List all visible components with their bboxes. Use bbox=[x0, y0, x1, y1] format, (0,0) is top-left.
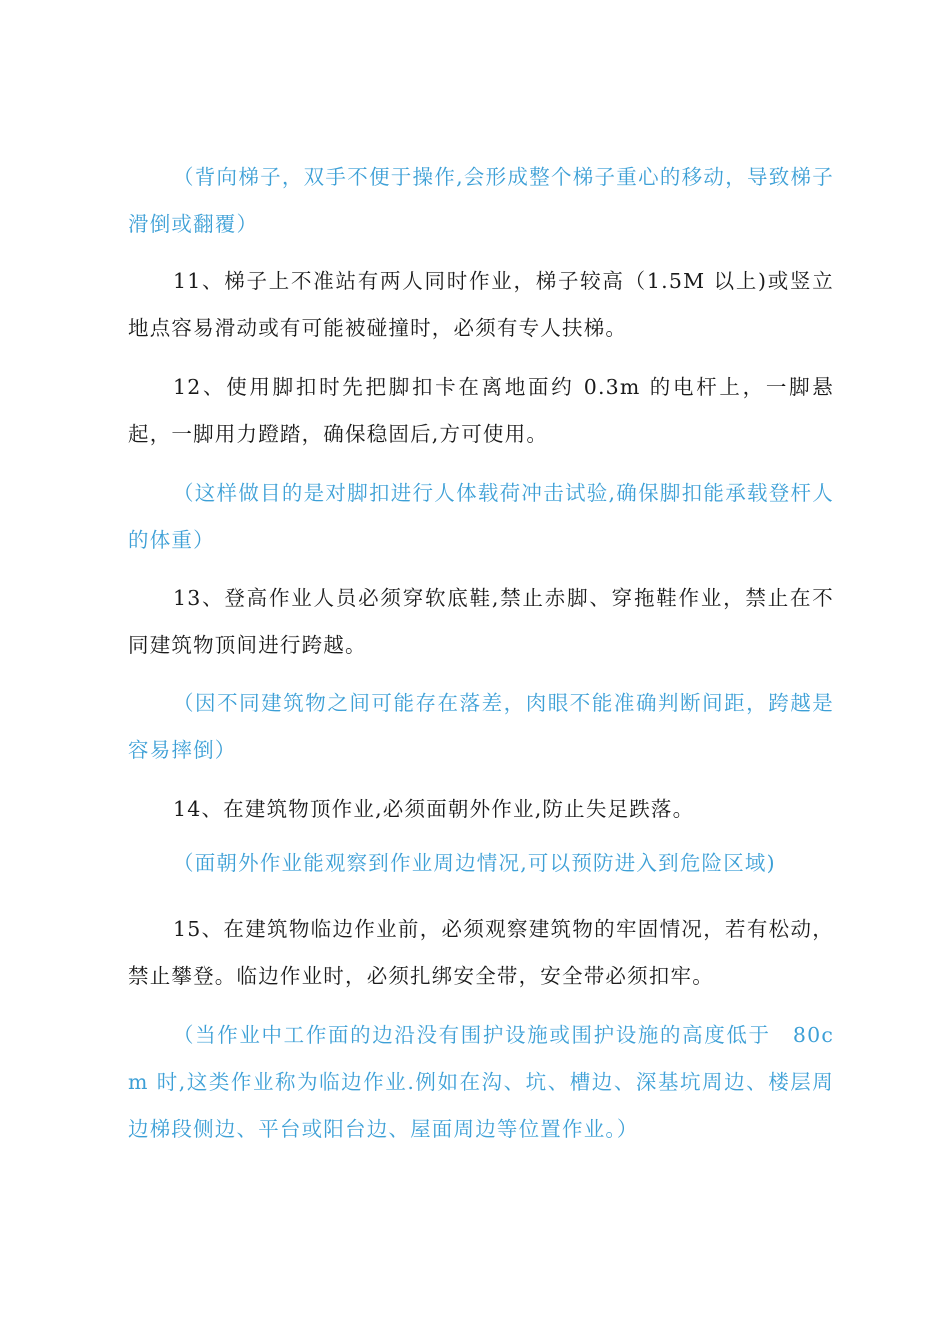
note-paragraph-face-outward: （面朝外作业能观察到作业周边情况,可以预防进入到危险区域) bbox=[173, 851, 776, 875]
rule-paragraph-15: 15、在建筑物临边作业前，必须观察建筑物的牢固情况，若有松动，禁止攀登。临边作业时，必须扎绑安全带，安全带必须扣牢。 bbox=[128, 917, 834, 988]
note-paragraph-ladder-facing: （背向梯子，双手不便于操作,会形成整个梯子重心的移动，导致梯子滑倒或翻覆） bbox=[128, 165, 834, 236]
rule-paragraph-12: 12、使用脚扣时先把脚扣卡在离地面约 0.3m 的电杆上，一脚悬起，一脚用力蹬踏，确保稳固后,方可使用。 bbox=[128, 375, 834, 446]
rule-paragraph-13: 13、登高作业人员必须穿软底鞋,禁止赤脚、穿拖鞋作业，禁止在不同建筑物顶间进行跨越。 bbox=[128, 586, 834, 657]
rule-paragraph-14: 14、在建筑物顶作业,必须面朝外作业,防止失足跌落。 bbox=[173, 797, 695, 821]
note-paragraph-building-gap: （因不同建筑物之间可能存在落差，肉眼不能准确判断间距，跨越是容易摔倒） bbox=[128, 691, 834, 762]
note-paragraph-foot-clamp: （这样做目的是对脚扣进行人体载荷冲击试验,确保脚扣能承载登杆人的体重） bbox=[128, 481, 834, 552]
rule-paragraph-11: 11、梯子上不准站有两人同时作业，梯子较高（1.5M 以上)或竖立地点容易滑动或有可能被碰撞时，必须有专人扶梯。 bbox=[128, 269, 834, 340]
note-paragraph-edge-work: （当作业中工作面的边沿没有围护设施或围护设施的高度低于 80cm 时,这类作业称为临边作业.例如在沟、坑、槽边、深基坑周边、楼层周边梯段侧边、平台或阳台边、屋面周边等位置作业。） bbox=[128, 1023, 834, 1141]
